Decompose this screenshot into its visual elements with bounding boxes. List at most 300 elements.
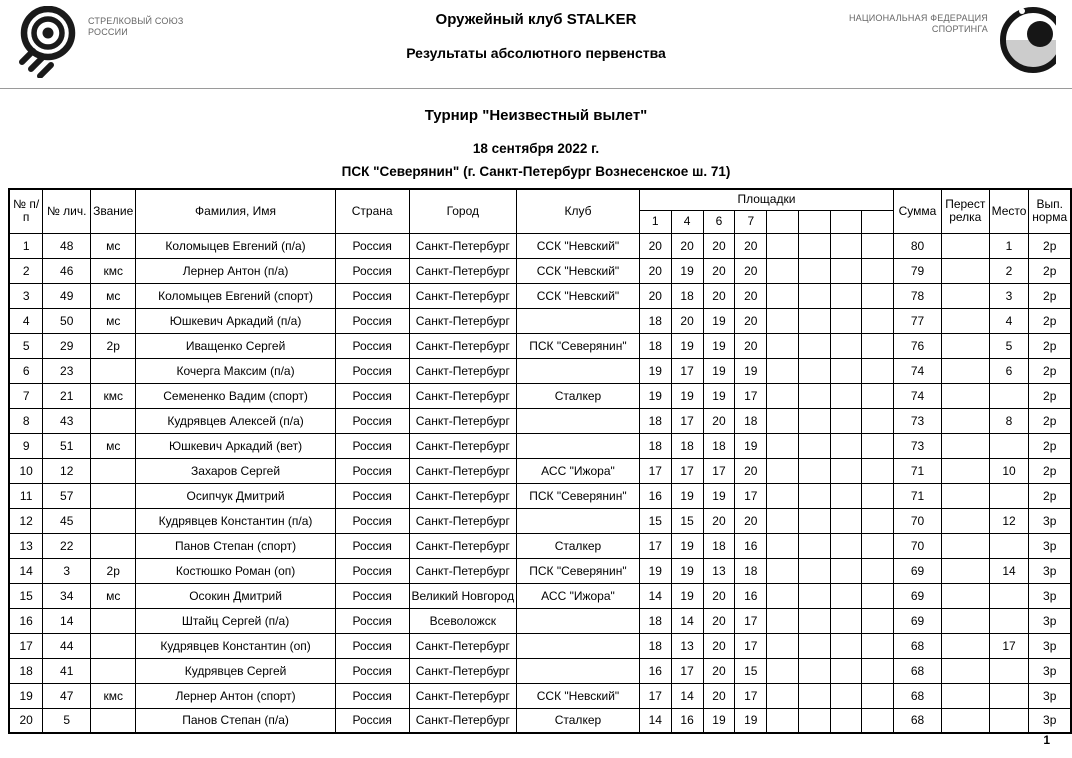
cell-personal-number: 44	[43, 633, 91, 658]
cell-station-1: 14	[639, 583, 671, 608]
cell-norm: 3р	[1029, 583, 1071, 608]
cell-station-1: 17	[639, 533, 671, 558]
cell-club	[517, 633, 640, 658]
cell-place	[989, 483, 1029, 508]
cell-station-empty	[767, 308, 799, 333]
cell-club	[517, 358, 640, 383]
left-org-line1: СТРЕЛКОВЫЙ СОЮЗ	[88, 16, 184, 26]
cell-station-empty	[862, 408, 894, 433]
cell-shootoff	[941, 433, 989, 458]
cell-station-6: 13	[703, 558, 735, 583]
cell-station-empty	[830, 283, 862, 308]
right-org-line2: СПОРТИНГА	[931, 24, 988, 34]
station-number	[830, 210, 862, 233]
cell-station-1: 18	[639, 433, 671, 458]
cell-station-1: 19	[639, 358, 671, 383]
club-title: Оружейный клуб STALKER	[435, 11, 637, 28]
cell-sum: 71	[894, 483, 942, 508]
cell-personal-number: 47	[43, 683, 91, 708]
cell-sum: 73	[894, 433, 942, 458]
cell-city: Санкт-Петербург	[409, 383, 517, 408]
cell-station-1: 19	[639, 558, 671, 583]
results-subtitle: Результаты абсолютного первенства	[406, 45, 666, 61]
cell-name: Осипчук Дмитрий	[136, 483, 336, 508]
table-row	[9, 258, 1071, 283]
cell-country: Россия	[335, 558, 409, 583]
cell-sum: 70	[894, 533, 942, 558]
cell-station-empty	[830, 308, 862, 333]
cell-station-empty	[830, 558, 862, 583]
cell-shootoff	[941, 308, 989, 333]
cell-station-1: 19	[639, 383, 671, 408]
cell-personal-number: 23	[43, 358, 91, 383]
cell-station-6: 20	[703, 683, 735, 708]
station-number	[798, 210, 830, 233]
cell-country: Россия	[335, 583, 409, 608]
cell-club: ССК "Невский"	[517, 258, 640, 283]
station-number: 4	[671, 210, 703, 233]
table-row	[9, 308, 1071, 333]
table-row	[9, 233, 1071, 258]
event-date: 18 сентября 2022 г.	[472, 141, 600, 156]
cell-station-4: 17	[671, 358, 703, 383]
table-row	[9, 708, 1071, 733]
cell-rank	[91, 483, 136, 508]
cell-station-empty	[767, 258, 799, 283]
cell-shootoff	[941, 683, 989, 708]
cell-number: 12	[9, 508, 43, 533]
cell-station-6: 17	[703, 458, 735, 483]
cell-personal-number: 57	[43, 483, 91, 508]
cell-station-empty	[830, 458, 862, 483]
cell-shootoff	[941, 508, 989, 533]
cell-station-empty	[767, 333, 799, 358]
cell-station-4: 17	[671, 458, 703, 483]
cell-station-empty	[862, 283, 894, 308]
cell-station-7: 20	[735, 308, 767, 333]
cell-club: Сталкер	[517, 708, 640, 733]
cell-station-7: 20	[735, 233, 767, 258]
cell-station-6: 19	[703, 483, 735, 508]
table-row	[9, 433, 1071, 458]
cell-station-6: 20	[703, 658, 735, 683]
cell-name: Панов Степан (спорт)	[136, 533, 336, 558]
cell-sum: 73	[894, 408, 942, 433]
cell-name: Осокин Дмитрий	[136, 583, 336, 608]
cell-station-empty	[767, 683, 799, 708]
cell-station-empty	[798, 283, 830, 308]
cell-station-empty	[862, 358, 894, 383]
cell-norm: 2р	[1029, 258, 1071, 283]
cell-number: 10	[9, 458, 43, 483]
table-row	[9, 633, 1071, 658]
table-row	[9, 608, 1071, 633]
cell-station-1: 18	[639, 408, 671, 433]
cell-station-1: 16	[639, 483, 671, 508]
cell-shootoff	[941, 408, 989, 433]
cell-place	[989, 533, 1029, 558]
col-header-place: Место	[989, 189, 1029, 233]
cell-station-empty	[862, 483, 894, 508]
table-row	[9, 408, 1071, 433]
cell-place: 14	[989, 558, 1029, 583]
cell-shootoff	[941, 233, 989, 258]
cell-station-6: 20	[703, 408, 735, 433]
cell-rank	[91, 533, 136, 558]
left-org-line2: РОССИИ	[88, 27, 128, 37]
cell-station-4: 15	[671, 508, 703, 533]
cell-club: ССК "Невский"	[517, 233, 640, 258]
cell-rank	[91, 633, 136, 658]
table-row	[9, 583, 1071, 608]
cell-place: 4	[989, 308, 1029, 333]
cell-station-7: 19	[735, 358, 767, 383]
cell-station-empty	[862, 633, 894, 658]
cell-name: Кудрявцев Сергей	[136, 658, 336, 683]
cell-station-empty	[798, 683, 830, 708]
cell-number: 18	[9, 658, 43, 683]
cell-rank	[91, 608, 136, 633]
cell-station-6: 20	[703, 608, 735, 633]
cell-norm: 2р	[1029, 483, 1071, 508]
cell-station-empty	[798, 358, 830, 383]
cell-station-empty	[830, 483, 862, 508]
cell-station-4: 14	[671, 683, 703, 708]
cell-place	[989, 433, 1029, 458]
cell-place	[989, 608, 1029, 633]
col-header-sum: Сумма	[894, 189, 942, 233]
cell-city: Санкт-Петербург	[409, 408, 517, 433]
cell-station-empty	[798, 608, 830, 633]
cell-country: Россия	[335, 258, 409, 283]
cell-sum: 68	[894, 658, 942, 683]
cell-name: Костюшко Роман (оп)	[136, 558, 336, 583]
cell-personal-number: 46	[43, 258, 91, 283]
cell-city: Санкт-Петербург	[409, 558, 517, 583]
cell-station-7: 16	[735, 583, 767, 608]
cell-norm: 2р	[1029, 433, 1071, 458]
cell-norm: 2р	[1029, 308, 1071, 333]
table-row	[9, 658, 1071, 683]
cell-station-empty	[830, 708, 862, 733]
cell-station-empty	[862, 533, 894, 558]
cell-name: Кудрявцев Алексей (п/а)	[136, 408, 336, 433]
cell-personal-number: 41	[43, 658, 91, 683]
cell-station-1: 18	[639, 608, 671, 633]
cell-number: 5	[9, 333, 43, 358]
cell-station-empty	[862, 658, 894, 683]
cell-station-empty	[767, 458, 799, 483]
cell-sum: 77	[894, 308, 942, 333]
cell-station-empty	[830, 683, 862, 708]
cell-shootoff	[941, 458, 989, 483]
cell-club	[517, 433, 640, 458]
cell-rank: мс	[91, 583, 136, 608]
cell-personal-number: 51	[43, 433, 91, 458]
cell-station-6: 19	[703, 333, 735, 358]
cell-shootoff	[941, 583, 989, 608]
cell-name: Штайц Сергей (п/а)	[136, 608, 336, 633]
cell-station-7: 20	[735, 258, 767, 283]
cell-norm: 3р	[1029, 658, 1071, 683]
station-number: 6	[703, 210, 735, 233]
cell-rank	[91, 408, 136, 433]
cell-station-1: 20	[639, 233, 671, 258]
cell-station-4: 13	[671, 633, 703, 658]
cell-station-empty	[767, 533, 799, 558]
cell-number: 8	[9, 408, 43, 433]
cell-city: Санкт-Петербург	[409, 458, 517, 483]
cell-sum: 70	[894, 508, 942, 533]
cell-club	[517, 658, 640, 683]
cell-station-empty	[830, 583, 862, 608]
cell-station-empty	[767, 558, 799, 583]
cell-personal-number: 49	[43, 283, 91, 308]
header-divider	[0, 88, 1072, 89]
cell-station-empty	[767, 433, 799, 458]
cell-station-empty	[798, 233, 830, 258]
cell-station-7: 17	[735, 483, 767, 508]
cell-club	[517, 508, 640, 533]
cell-shootoff	[941, 333, 989, 358]
cell-shootoff	[941, 633, 989, 658]
cell-station-4: 19	[671, 583, 703, 608]
cell-shootoff	[941, 533, 989, 558]
cell-sum: 80	[894, 233, 942, 258]
cell-shootoff	[941, 608, 989, 633]
right-org-name	[849, 13, 988, 35]
cell-station-7: 17	[735, 608, 767, 633]
cell-station-1: 17	[639, 458, 671, 483]
cell-norm: 3р	[1029, 683, 1071, 708]
cell-station-empty	[798, 708, 830, 733]
cell-country: Россия	[335, 533, 409, 558]
cell-shootoff	[941, 283, 989, 308]
cell-name: Юшкевич Аркадий (п/а)	[136, 308, 336, 333]
cell-station-empty	[798, 458, 830, 483]
cell-station-empty	[798, 583, 830, 608]
cell-place: 17	[989, 633, 1029, 658]
cell-country: Россия	[335, 233, 409, 258]
cell-sum: 74	[894, 358, 942, 383]
cell-station-empty	[767, 483, 799, 508]
cell-station-7: 20	[735, 508, 767, 533]
cell-club: АСС "Ижора"	[517, 583, 640, 608]
cell-country: Россия	[335, 308, 409, 333]
table-row	[9, 533, 1071, 558]
cell-station-empty	[862, 433, 894, 458]
cell-norm: 2р	[1029, 283, 1071, 308]
cell-club: АСС "Ижора"	[517, 458, 640, 483]
page-number: 1	[1043, 733, 1050, 747]
cell-place	[989, 658, 1029, 683]
cell-station-4: 18	[671, 433, 703, 458]
cell-city: Санкт-Петербург	[409, 258, 517, 283]
cell-station-6: 20	[703, 583, 735, 608]
cell-station-empty	[767, 233, 799, 258]
cell-station-4: 17	[671, 408, 703, 433]
cell-station-empty	[767, 508, 799, 533]
cell-personal-number: 29	[43, 333, 91, 358]
cell-rank: кмс	[91, 683, 136, 708]
col-header-norm: Вып. норма	[1029, 189, 1071, 233]
cell-shootoff	[941, 658, 989, 683]
cell-rank: кмс	[91, 258, 136, 283]
cell-station-empty	[798, 383, 830, 408]
cell-station-6: 19	[703, 383, 735, 408]
cell-rank	[91, 358, 136, 383]
cell-station-4: 19	[671, 333, 703, 358]
cell-name: Кочерга Максим (п/а)	[136, 358, 336, 383]
cell-station-empty	[862, 333, 894, 358]
cell-station-empty	[798, 533, 830, 558]
cell-norm: 2р	[1029, 408, 1071, 433]
cell-station-empty	[767, 608, 799, 633]
cell-sum: 69	[894, 583, 942, 608]
cell-place: 10	[989, 458, 1029, 483]
cell-personal-number: 3	[43, 558, 91, 583]
cell-station-7: 18	[735, 408, 767, 433]
cell-sum: 69	[894, 558, 942, 583]
cell-station-empty	[862, 708, 894, 733]
cell-station-1: 18	[639, 308, 671, 333]
cell-city: Санкт-Петербург	[409, 483, 517, 508]
cell-station-7: 17	[735, 633, 767, 658]
cell-station-1: 20	[639, 258, 671, 283]
table-row	[9, 458, 1071, 483]
cell-station-1: 17	[639, 683, 671, 708]
col-header-name: Фамилия, Имя	[136, 189, 336, 233]
cell-city: Санкт-Петербург	[409, 233, 517, 258]
cell-norm: 3р	[1029, 558, 1071, 583]
cell-sum: 69	[894, 608, 942, 633]
cell-number: 1	[9, 233, 43, 258]
cell-sum: 74	[894, 383, 942, 408]
col-header-shootoff: Перестрелка	[941, 189, 989, 233]
cell-city: Санкт-Петербург	[409, 433, 517, 458]
cell-number: 17	[9, 633, 43, 658]
cell-station-6: 20	[703, 633, 735, 658]
cell-personal-number: 50	[43, 308, 91, 333]
cell-name: Юшкевич Аркадий (вет)	[136, 433, 336, 458]
cell-shootoff	[941, 383, 989, 408]
table-row	[9, 558, 1071, 583]
cell-sum: 68	[894, 633, 942, 658]
cell-sum: 68	[894, 683, 942, 708]
cell-station-7: 18	[735, 558, 767, 583]
cell-club: Сталкер	[517, 533, 640, 558]
cell-city: Санкт-Петербург	[409, 633, 517, 658]
cell-country: Россия	[335, 633, 409, 658]
cell-norm: 2р	[1029, 383, 1071, 408]
cell-place	[989, 683, 1029, 708]
cell-station-empty	[767, 408, 799, 433]
cell-station-7: 16	[735, 533, 767, 558]
station-number: 1	[639, 210, 671, 233]
cell-station-7: 20	[735, 283, 767, 308]
cell-norm: 2р	[1029, 458, 1071, 483]
cell-club: ССК "Невский"	[517, 683, 640, 708]
cell-station-empty	[862, 233, 894, 258]
cell-rank: мс	[91, 233, 136, 258]
cell-personal-number: 45	[43, 508, 91, 533]
cell-shootoff	[941, 708, 989, 733]
cell-name: Кудрявцев Константин (п/а)	[136, 508, 336, 533]
cell-rank	[91, 508, 136, 533]
cell-number: 6	[9, 358, 43, 383]
results-table	[8, 188, 1072, 734]
cell-country: Россия	[335, 433, 409, 458]
cell-station-1: 18	[639, 333, 671, 358]
cell-country: Россия	[335, 483, 409, 508]
cell-club: Сталкер	[517, 383, 640, 408]
cell-club	[517, 608, 640, 633]
cell-station-empty	[767, 658, 799, 683]
cell-number: 13	[9, 533, 43, 558]
cell-station-empty	[830, 658, 862, 683]
cell-station-7: 20	[735, 458, 767, 483]
cell-name: Семененко Вадим (спорт)	[136, 383, 336, 408]
cell-number: 7	[9, 383, 43, 408]
right-org-line1: НАЦИОНАЛЬНАЯ ФЕДЕРАЦИЯ	[848, 13, 988, 23]
cell-place: 6	[989, 358, 1029, 383]
cell-station-empty	[798, 433, 830, 458]
cell-station-4: 19	[671, 383, 703, 408]
cell-station-1: 18	[639, 633, 671, 658]
cell-station-6: 20	[703, 233, 735, 258]
cell-name: Иващенко Сергей	[136, 333, 336, 358]
cell-station-empty	[862, 558, 894, 583]
cell-station-empty	[767, 633, 799, 658]
cell-station-empty	[767, 283, 799, 308]
col-header-country: Страна	[335, 189, 409, 233]
cell-rank: мс	[91, 433, 136, 458]
cell-city: Санкт-Петербург	[409, 308, 517, 333]
cell-station-4: 20	[671, 233, 703, 258]
cell-station-4: 18	[671, 283, 703, 308]
table-row	[9, 683, 1071, 708]
cell-number: 15	[9, 583, 43, 608]
cell-club	[517, 408, 640, 433]
cell-rank	[91, 708, 136, 733]
cell-station-empty	[798, 633, 830, 658]
cell-country: Россия	[335, 408, 409, 433]
cell-station-empty	[830, 508, 862, 533]
cell-place: 12	[989, 508, 1029, 533]
cell-sum: 78	[894, 283, 942, 308]
station-number	[862, 210, 894, 233]
cell-shootoff	[941, 258, 989, 283]
cell-city: Санкт-Петербург	[409, 658, 517, 683]
cell-rank	[91, 658, 136, 683]
event-venue: ПСК "Северянин" (г. Санкт-Петербург Вознесенское ш. 71)	[341, 164, 731, 179]
cell-sum: 68	[894, 708, 942, 733]
cell-station-empty	[798, 558, 830, 583]
cell-station-empty	[767, 583, 799, 608]
cell-number: 9	[9, 433, 43, 458]
cell-station-empty	[862, 583, 894, 608]
cell-place	[989, 708, 1029, 733]
cell-station-6: 19	[703, 308, 735, 333]
table-row	[9, 283, 1071, 308]
cell-personal-number: 5	[43, 708, 91, 733]
cell-station-4: 17	[671, 658, 703, 683]
cell-personal-number: 12	[43, 458, 91, 483]
sporting-federation-logo	[1000, 4, 1070, 78]
cell-sum: 76	[894, 333, 942, 358]
cell-station-6: 19	[703, 708, 735, 733]
cell-number: 20	[9, 708, 43, 733]
